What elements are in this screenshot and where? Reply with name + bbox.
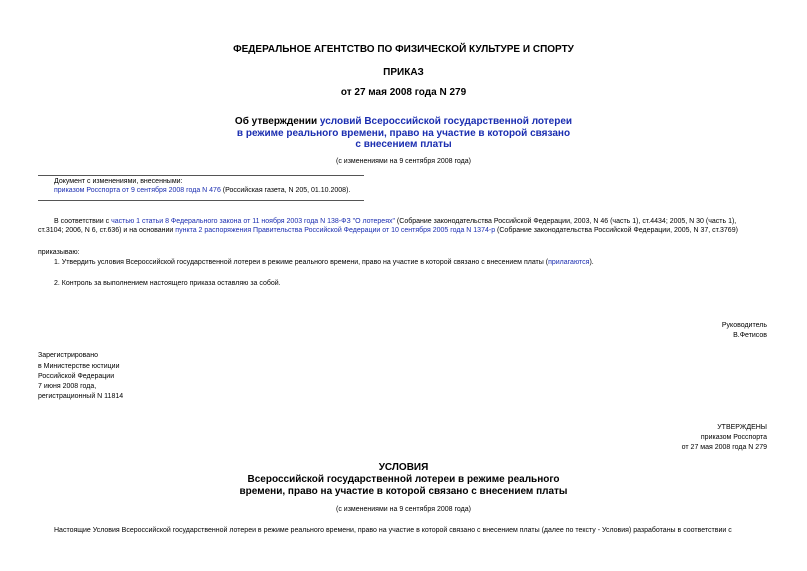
changes-top-divider <box>38 175 364 176</box>
registration-line3: Российской Федерации <box>38 373 115 380</box>
preamble-text-2: (Собрание законодательства Российской Федерации, 2003, N 46 (часть 1), ст.4434; 2005, N 30 (часть 1), <box>394 218 737 225</box>
item1-text: 1. Утвердить условия Всероссийской государственной лотереи в режиме реального времени, право на участие в которой связано с внесением платы ( <box>54 259 549 266</box>
preamble-text-1: В соответствии с <box>54 218 112 225</box>
title-link-line2[interactable]: в режиме реального времени, право на участие в которой связано <box>236 128 571 139</box>
preamble-line1 <box>54 217 774 226</box>
conditions-subtitle-2: времени, право на участие в которой связано с внесением платы <box>239 486 568 497</box>
registration-line2: в Министерстве юстиции <box>38 363 120 370</box>
registration-line1: Зарегистрировано <box>38 352 98 359</box>
changes-label: Документ с изменениями, внесенными: <box>54 178 183 185</box>
item1-end: ). <box>589 259 594 266</box>
conditions-subtitle-1: Всероссийской государственной лотереи в режиме реального <box>247 474 560 485</box>
conditions-edition-note: (с изменениями на 9 сентября 2008 года) <box>336 506 471 513</box>
conditions-heading: УСЛОВИЯ <box>378 462 429 473</box>
signature-role: Руководитель <box>721 322 767 329</box>
edition-note: (с изменениями на 9 сентября 2008 года) <box>336 158 471 165</box>
approved-line1: УТВЕРЖДЕНЫ <box>717 424 767 431</box>
registration-line5: регистрационный N 11814 <box>38 393 124 400</box>
preamble-text-4: (Собрание законодательства Российской Федерации, 2005, N 37, ст.3769) <box>495 227 738 234</box>
preamble-line2 <box>38 226 778 235</box>
approved-line2: приказом Росспорта <box>700 434 767 441</box>
order-item-2: 2. Контроль за выполнением настоящего приказа оставляю за собой. <box>54 280 281 287</box>
preamble-link-law[interactable]: частью 1 статьи 8 Федерального закона от 11 ноября 2003 года N 138-ФЗ "О лотереях" <box>111 218 395 225</box>
conditions-body: Настоящие Условия Всероссийской государственной лотереи в режиме реального времени, право на участие в которой связано с внесением платы (далее по тексту - Условия) разработаны в соответствии с <box>54 527 732 534</box>
preamble-link-decree[interactable]: пункта 2 распоряжения Правительства Российской Федерации от 10 сентября 2005 года N 1374-р <box>175 227 496 234</box>
approved-line3: от 27 мая 2008 года N 279 <box>681 444 767 451</box>
order-item-1 <box>54 258 594 267</box>
changes-entry <box>54 186 350 195</box>
title-prefix: Об утверждении <box>234 116 320 127</box>
title-link-line3[interactable]: с внесением платы <box>355 139 452 150</box>
document-title <box>0 116 807 128</box>
item1-link-attached[interactable]: прилагаются <box>548 259 590 266</box>
changes-source: (Российская газета, N 205, 01.10.2008). <box>220 187 351 194</box>
order-word: приказываю: <box>38 249 80 256</box>
agency-name: ФЕДЕРАЛЬНОЕ АГЕНТСТВО ПО ФИЗИЧЕСКОЙ КУЛЬТУРЕ И СПОРТУ <box>233 44 574 55</box>
signature-name: В.Фетисов <box>733 332 767 339</box>
document-date-number: от 27 мая 2008 года N 279 <box>340 87 467 98</box>
changes-link[interactable]: приказом Росспорта от 9 сентября 2008 года N 476 <box>54 187 221 194</box>
preamble-text-3: ст.3104; 2006, N 6, ст.636) и на основании <box>38 227 176 234</box>
title-link-line1[interactable]: условий Всероссийской государственной лотереи <box>319 116 573 127</box>
changes-bottom-divider <box>38 200 364 201</box>
registration-line4: 7 июня 2008 года, <box>38 383 97 390</box>
document-type: ПРИКАЗ <box>383 67 424 78</box>
